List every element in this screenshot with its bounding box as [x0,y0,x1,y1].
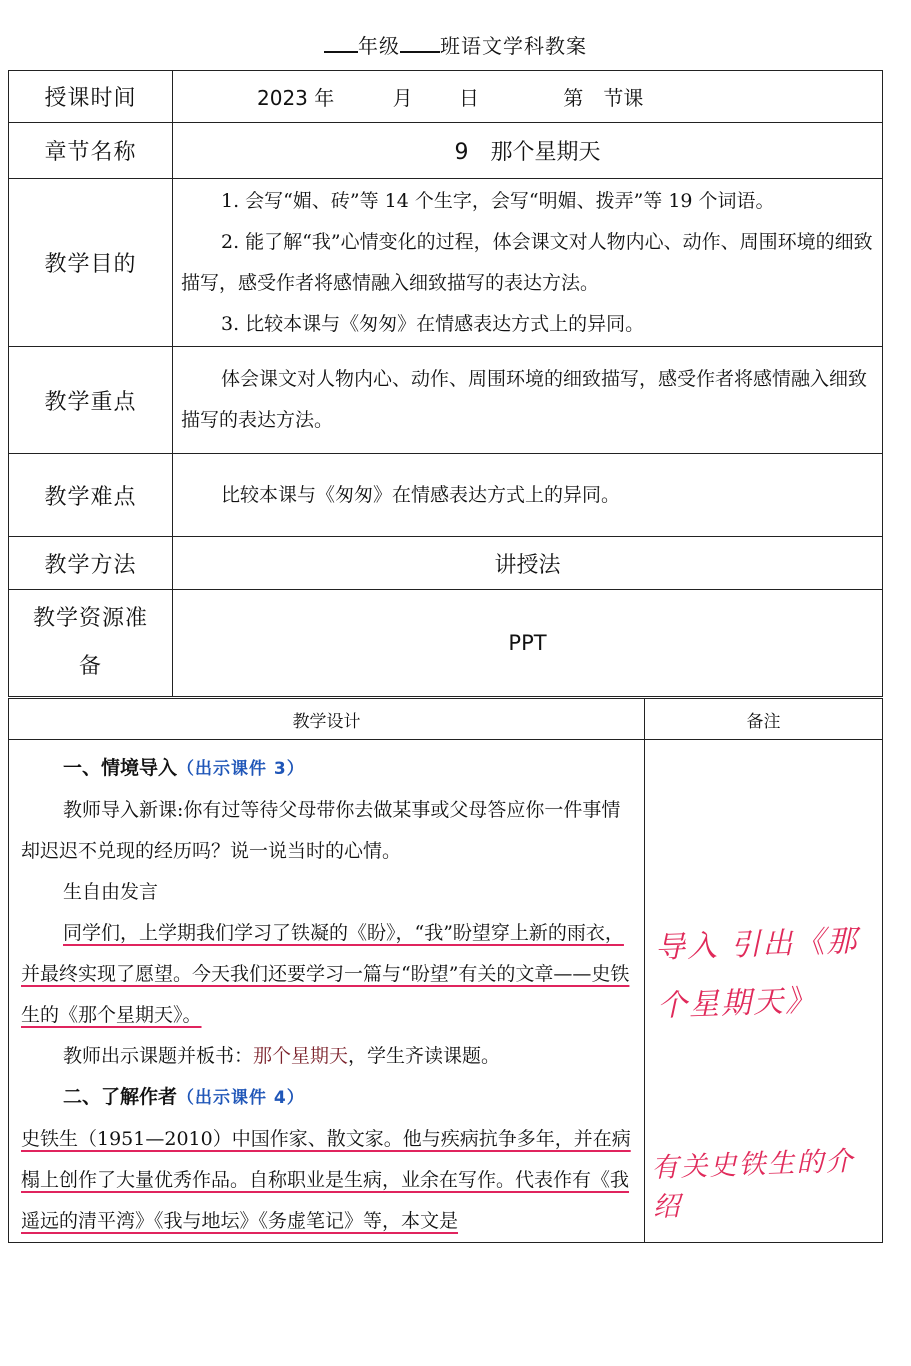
difficulties-text: 比较本课与《匆匆》在情感表达方式上的异同。 [221,483,621,506]
key-points-text: 体会课文对人物内心、动作、周围环境的细致描写，感受作者将感情融入细致描写的表达方法。 [181,368,868,431]
resources-value: PPT [173,590,883,697]
objective-2: 2. 能了解“我”心情变化的过程，体会课文对人物内心、动作、周围环境的细致描写，感受作者将感情融入细致描写的表达方法。 [181,230,873,294]
free-speech-paragraph: 生自由发言 [63,881,159,903]
title-paragraph-a: 教师出示课题并板书： [63,1045,254,1067]
info-table [8,70,883,697]
author-paragraph-underlined: 史铁生（1951—2010）中国作家、散文家。他与疾病抗争多年，并在病榻上创作了大量优秀作品。自称职业是生病，业余在写作。代表作有《我遥远的清平湾》《我与地坛》《务虚笔记》等，本文是 [21,1128,631,1232]
intro-paragraph-underlined: 同学们，上学期我们学习了铁凝的《盼》，“我”盼望穿上新的雨衣，并最终实现了愿望。今天我们还要学习一篇与“盼望”有关的文章——史铁生的《那个星期天》。 [21,922,630,1026]
time-day: 日 [458,86,479,110]
key-points-label: 教学重点 [9,347,173,454]
difficulties-label: 教学难点 [9,454,173,537]
title-paragraph [21,1036,638,1077]
grade-blank [324,35,358,53]
objectives-label: 教学目的 [9,179,173,347]
notes-header: 备注 [645,699,883,740]
chapter-value: 9 那个星期天 [173,123,883,179]
key-points-value [173,347,883,454]
time-label: 授课时间 [9,71,173,123]
resources-label: 教学资源准备 [9,590,173,697]
row-key-points [9,347,883,454]
difficulties-value [173,454,883,537]
handwritten-note-1: 导入 引出《那个星期天》 [654,923,860,1024]
lead-in-paragraph: 教师导入新课:你有过等待父母带你去做某事或父母答应你一件事情却迟迟不兑现的经历吗？说一说当时的心情。 [21,799,621,862]
row-chapter [9,123,883,179]
grade-label: 年级 [358,34,400,58]
design-content-cell [9,740,645,1243]
section-1-title: 一、情境导入 [63,757,178,779]
time-month: 月 [392,86,413,110]
row-method [9,537,883,590]
class-label: 班语文学科教案 [440,34,587,58]
section-2-title: 二、了解作者 [63,1086,178,1108]
section-2-tag: （出示课件 4） [177,1088,305,1108]
time-value [173,71,883,123]
document-title [0,30,911,59]
method-value: 讲授法 [173,537,883,590]
row-objectives [9,179,883,347]
objective-1: 1. 会写“媚、砖”等 14 个生字，会写“明媚、拨弄”等 19 个词语。 [221,189,775,212]
design-content [9,740,644,1242]
row-time [9,71,883,123]
title-paragraph-c: ，学生齐读课题。 [348,1045,501,1067]
row-resources [9,590,883,697]
design-header-row [9,699,883,740]
section-2-heading [21,1077,638,1119]
handwritten-note-2: 有关史铁生的介绍 [650,1145,855,1223]
row-difficulties [9,454,883,537]
class-blank [400,35,440,53]
design-header: 教学设计 [9,699,645,740]
section-1-heading [21,748,638,790]
method-label: 教学方法 [9,537,173,590]
section-1-tag: （出示课件 3） [177,759,305,779]
time-year: 2023 年 [257,86,335,110]
title-paragraph-title: 那个星期天 [253,1045,349,1067]
time-period: 第 节课 [563,86,644,110]
chapter-label: 章节名称 [9,123,173,179]
objective-3: 3. 比较本课与《匆匆》在情感表达方式上的异同。 [221,312,645,335]
objectives-value [173,179,883,347]
